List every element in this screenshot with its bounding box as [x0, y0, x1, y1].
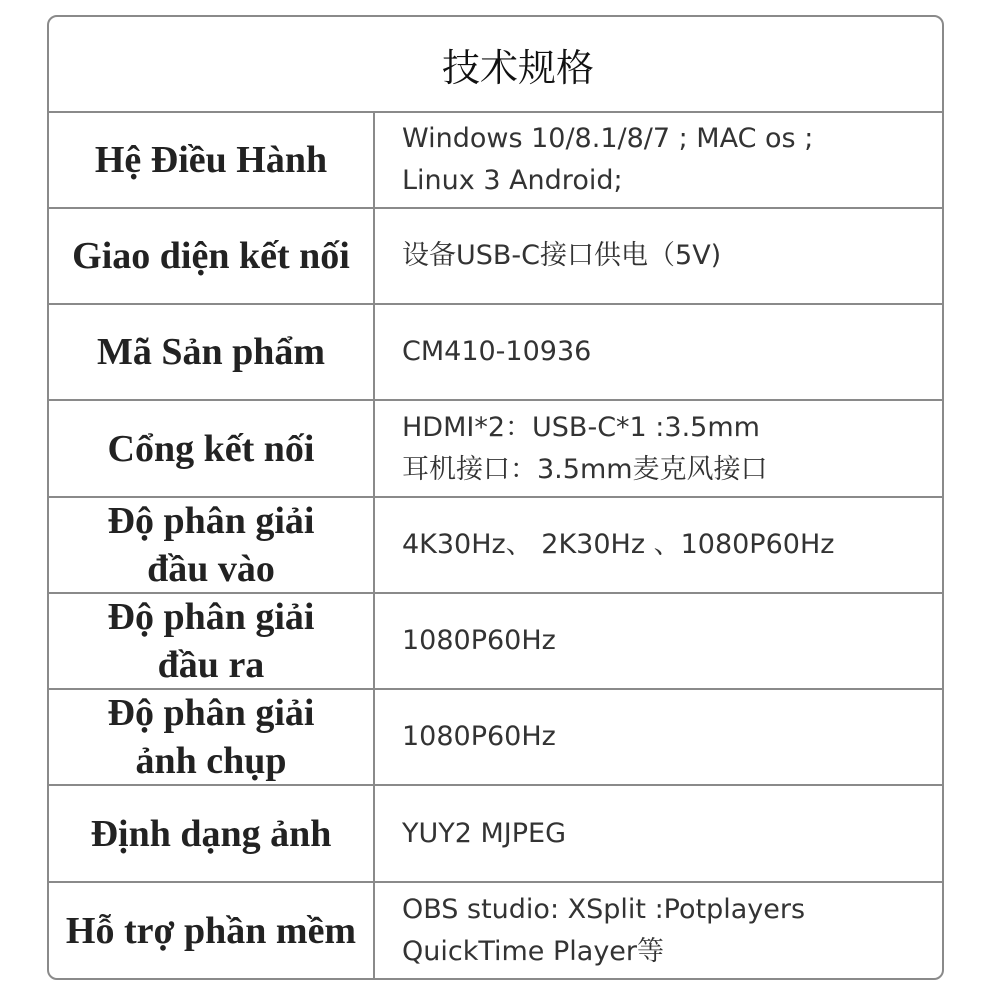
- row-label: Mã Sản phẩm: [49, 305, 375, 399]
- table-row: [49, 498, 942, 594]
- table-row: [49, 594, 942, 690]
- row-label: Độ phân giải đầu vào: [49, 498, 375, 592]
- table-title: 技术规格: [49, 17, 942, 113]
- table-row: [49, 690, 942, 786]
- row-label: Giao diện kết nối: [49, 209, 375, 303]
- row-value: 设备USB-C接口供电（5V): [402, 240, 722, 271]
- row-value: OBS studio: XSplit :Potplayers QuickTime Player等: [402, 893, 806, 967]
- row-label: Độ phân giải đầu ra: [49, 594, 375, 688]
- row-label: Độ phân giải ảnh chụp: [49, 690, 375, 784]
- table-row: [49, 786, 942, 883]
- table-row: [49, 209, 942, 305]
- row-value: YUY2 MJPEG: [402, 817, 567, 849]
- table-row: [49, 305, 942, 401]
- row-value: HDMI*2：USB-C*1 :3.5mm 耳机接口：3.5mm麦克风接口: [402, 411, 768, 485]
- row-value: Windows 10/8.1/8/7 ; MAC os ; Linux 3 Android;: [402, 123, 814, 196]
- table-row: [49, 401, 942, 498]
- table-row: [49, 113, 942, 209]
- spec-table: [47, 15, 944, 980]
- table-row: [49, 883, 942, 978]
- row-value: CM410-10936: [402, 336, 592, 367]
- row-value: 4K30Hz、 2K30Hz 、1080P60Hz: [402, 529, 835, 560]
- row-label: Hỗ trợ phần mềm: [49, 883, 375, 978]
- row-label: Cổng kết nối: [49, 401, 375, 496]
- row-value: 1080P60Hz: [402, 625, 556, 656]
- row-label: Định dạng ảnh: [49, 786, 375, 881]
- row-value: 1080P60Hz: [402, 721, 556, 752]
- row-label: Hệ Điều Hành: [49, 113, 375, 207]
